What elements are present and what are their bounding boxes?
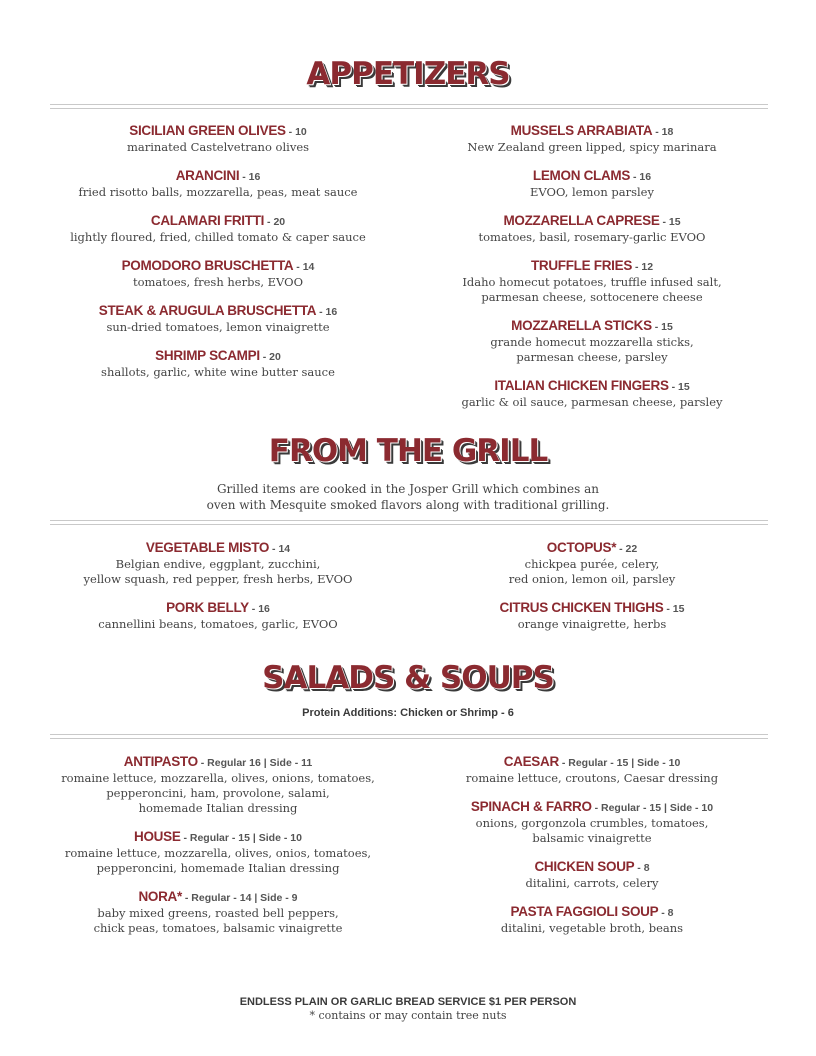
menu-item [38, 303, 398, 335]
menu-item [412, 600, 772, 632]
menu-item [412, 318, 772, 365]
menu-item-title [412, 904, 772, 921]
menu-item [38, 829, 398, 876]
menu-item [38, 213, 398, 245]
menu-item [38, 123, 398, 155]
menu-item-description: grande homecut mozzarella sticks, parmesan cheese, parsley [490, 335, 694, 364]
footer [0, 995, 816, 1023]
menu-item-description: ditalini, vegetable broth, beans [500, 921, 684, 935]
appetizers-left-column [38, 123, 398, 393]
menu-item-title [412, 600, 772, 617]
menu-item [412, 168, 772, 200]
menu-item-description: romaine lettuce, mozzarella, olives, onions, tomatoes, pepperoncini, ham, provolone, salami, homemade Italian dressing [61, 771, 375, 815]
menu-item-name: SPINACH & FARRO [470, 799, 592, 814]
menu-item-name: HOUSE [134, 829, 181, 844]
menu-item-title [38, 258, 398, 275]
menu-item-description: EVOO, lemon parsley [530, 185, 654, 199]
salads-left-column [38, 754, 398, 949]
menu-item-title [412, 754, 772, 771]
menu-item-name: TRUFFLE FRIES [530, 258, 633, 273]
menu-item-name: MOZZARELLA CAPRESE [503, 213, 660, 228]
menu-item-name: PASTA FAGGIOLI SOUP [510, 904, 659, 919]
menu-item-price: - 15 [668, 381, 690, 393]
menu-item [412, 258, 772, 305]
menu-item-name: MOZZARELLA STICKS [511, 318, 652, 333]
menu-item-price: - 15 [659, 216, 681, 228]
menu-item-description: sun-dried tomatoes, lemon vinaigrette [106, 320, 330, 334]
menu-item-price: - Regular 16 | Side - 11 [197, 757, 313, 769]
menu-item-title [412, 859, 772, 876]
menu-item [38, 600, 398, 632]
menu-item-name: OCTOPUS* [546, 540, 617, 555]
menu-item-title [412, 123, 772, 140]
menu-item-title [412, 213, 772, 230]
menu-item-description: tomatoes, fresh herbs, EVOO [132, 275, 304, 289]
menu-item-title [412, 318, 772, 335]
menu-item-title [38, 303, 398, 320]
grill-heading: FROM THE GRILL [268, 433, 548, 469]
grill-left-column [38, 540, 398, 645]
menu-item-price: - 16 [630, 171, 652, 183]
appetizers-right-column [412, 123, 772, 423]
menu-item-price: - 10 [285, 126, 307, 138]
menu-item-name: POMODORO BRUSCHETTA [121, 258, 294, 273]
appetizers-divider [50, 104, 768, 109]
menu-item-title [38, 123, 398, 140]
menu-item [38, 540, 398, 587]
menu-item-title [38, 213, 398, 230]
menu-item-title [38, 168, 398, 185]
menu-item-description: marinated Castelvetrano olives [126, 140, 310, 154]
menu-item-name: MUSSELS ARRABIATA [510, 123, 653, 138]
menu-item-title [412, 378, 772, 395]
menu-item-description: chickpea purée, celery, red onion, lemon oil, parsley [508, 557, 676, 586]
menu-item [38, 348, 398, 380]
protein-additions-note: Protein Additions: Chicken or Shrimp - 6 [302, 707, 514, 719]
menu-item-price: - 16 [248, 603, 270, 615]
appetizers-heading: APPETIZERS [306, 56, 510, 92]
salads-right-column [412, 754, 772, 949]
menu-item-name: SHRIMP SCAMPI [155, 348, 260, 363]
tree-nut-disclaimer: * contains or may contain tree nuts [309, 1009, 507, 1022]
salads-divider [50, 734, 768, 739]
menu-item-price: - 14 [269, 543, 291, 555]
menu-item-description: ditalini, carrots, celery [525, 876, 659, 890]
menu-item-price: - 14 [293, 261, 315, 273]
menu-item-price: - 12 [632, 261, 654, 273]
menu-item-title [38, 889, 398, 906]
menu-item-price: - 16 [239, 171, 261, 183]
grill-note-line-1: Grilled items are cooked in the Josper Grill which combines an [216, 482, 600, 496]
menu-item-name: CALAMARI FRITTI [150, 213, 265, 228]
grill-divider [50, 520, 768, 525]
menu-item-price: - 18 [652, 126, 674, 138]
menu-item-name: STEAK & ARUGULA BRUSCHETTA [98, 303, 317, 318]
menu-item-description: lightly floured, fried, chilled tomato & caper sauce [70, 230, 366, 244]
menu-item-title [38, 754, 398, 771]
menu-item-description: orange vinaigrette, herbs [517, 617, 667, 631]
menu-item-name: ANTIPASTO [123, 754, 198, 769]
salads-heading: SALADS & SOUPS [262, 660, 554, 696]
menu-item-description: Idaho homecut potatoes, truffle infused salt, parmesan cheese, sottocenere cheese [462, 275, 722, 304]
menu-item-name: CAESAR [503, 754, 559, 769]
menu-item-price: - 20 [259, 351, 281, 363]
menu-item-name: NORA* [138, 889, 182, 904]
menu-item-price: - 22 [616, 543, 638, 555]
menu-item-description: romaine lettuce, mozzarella, olives, onios, tomatoes, pepperoncini, homemade Italian dressing [64, 846, 372, 875]
menu-item-name: ITALIAN CHICKEN FINGERS [494, 378, 669, 393]
menu-item-description: New Zealand green lipped, spicy marinara [467, 140, 717, 154]
menu-item-description: fried risotto balls, mozzarella, peas, meat sauce [78, 185, 358, 199]
menu-item-description: romaine lettuce, croutons, Caesar dressing [465, 771, 719, 785]
menu-item-title [412, 258, 772, 275]
menu-item-name: LEMON CLAMS [532, 168, 631, 183]
menu-item-description: tomatoes, basil, rosemary-garlic EVOO [478, 230, 706, 244]
menu-item [38, 754, 398, 816]
menu-item-description: Belgian endive, eggplant, zucchini, yellow squash, red pepper, fresh herbs, EVOO [83, 557, 353, 586]
menu-item-name: ARANCINI [175, 168, 240, 183]
menu-item-description: garlic & oil sauce, parmesan cheese, parsley [461, 395, 723, 409]
menu-item-description: baby mixed greens, roasted bell peppers, chick peas, tomatoes, balsamic vinaigrette [93, 906, 343, 935]
menu-item [412, 213, 772, 245]
menu-item-title [38, 348, 398, 365]
grill-right-column [412, 540, 772, 645]
menu-item-price: - 16 [316, 306, 338, 318]
menu-item-title [412, 799, 772, 816]
menu-item [412, 859, 772, 891]
menu-item-title [38, 600, 398, 617]
menu-item-price: - 20 [264, 216, 286, 228]
menu-item-title [38, 829, 398, 846]
menu-item-name: SICILIAN GREEN OLIVES [129, 123, 286, 138]
menu-item-price: - Regular - 14 | Side - 9 [181, 892, 298, 904]
menu-item-price: - Regular - 15 | Side - 10 [180, 832, 302, 844]
menu-item [412, 540, 772, 587]
menu-item-description: cannellini beans, tomatoes, garlic, EVOO [98, 617, 338, 631]
menu-item [412, 904, 772, 936]
menu-item-price: - 8 [658, 907, 674, 919]
bread-service-note: ENDLESS PLAIN OR GARLIC BREAD SERVICE $1 PER PERSON [239, 996, 577, 1008]
menu-item [38, 889, 398, 936]
menu-item [412, 799, 772, 846]
menu-item-description: onions, gorgonzola crumbles, tomatoes, balsamic vinaigrette [475, 816, 709, 845]
menu-item-price: - 8 [634, 862, 650, 874]
menu-item [412, 754, 772, 786]
menu-item-name: PORK BELLY [166, 600, 249, 615]
menu-item-name: VEGETABLE MISTO [145, 540, 270, 555]
menu-item-title [412, 540, 772, 557]
menu-item-title [412, 168, 772, 185]
menu-item-price: - 15 [651, 321, 673, 333]
menu-item-name: CITRUS CHICKEN THIGHS [499, 600, 664, 615]
menu-item-name: CHICKEN SOUP [534, 859, 635, 874]
menu-item-price: - Regular - 15 | Side - 10 [558, 757, 681, 769]
menu-item [38, 258, 398, 290]
menu-item-description: shallots, garlic, white wine butter sauce [101, 365, 335, 379]
menu-item [412, 123, 772, 155]
menu-item-price: - Regular - 15 | Side - 10 [591, 802, 714, 814]
grill-note-line-2: oven with Mesquite smoked flavors along with traditional grilling. [206, 498, 610, 512]
menu-item [38, 168, 398, 200]
menu-item-price: - 15 [663, 603, 685, 615]
menu-item [412, 378, 772, 410]
menu-item-title [38, 540, 398, 557]
